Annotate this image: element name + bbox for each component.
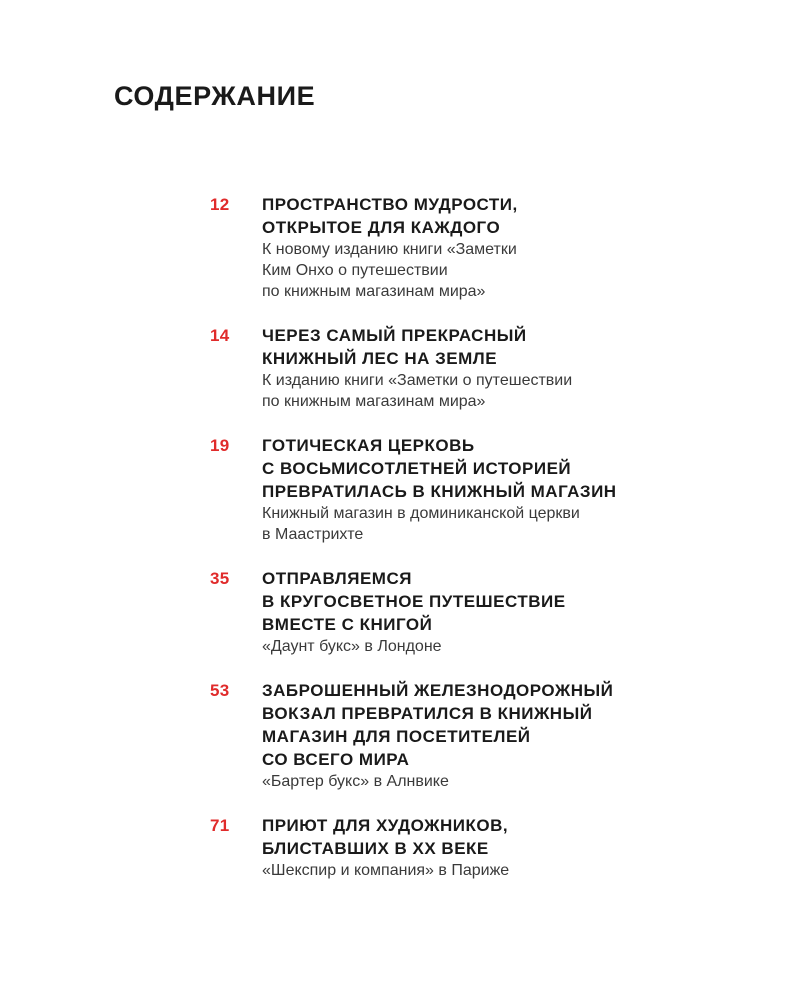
toc-entry-title-line: ПРОСТРАНСТВО МУДРОСТИ, [262,195,518,214]
toc-entry-title-line: ОТПРАВЛЯЕМСЯ [262,569,412,588]
toc-entry-title-line: ВМЕСТЕ С КНИГОЙ [262,615,433,634]
toc-entry-title-line: ВОКЗАЛ ПРЕВРАТИЛСЯ В КНИЖНЫЙ [262,704,593,723]
toc-entry-subtitle-line: К новому изданию книги «Заметки [262,241,517,258]
toc-entry-title-line: ПРЕВРАТИЛАСЬ В КНИЖНЫЙ МАГАЗИН [262,482,617,501]
toc-entry-body [262,193,680,302]
toc-page-number: 12 [210,195,230,214]
page-title: СОДЕРЖАНИЕ [114,81,316,111]
toc-entry-subtitle-line: по книжным магазинам мира» [262,393,486,410]
toc-entry-title-line: ПРИЮТ ДЛЯ ХУДОЖНИКОВ, [262,816,509,835]
toc-entry-title-line: ГОТИЧЕСКАЯ ЦЕРКОВЬ [262,436,475,455]
toc-entry-subtitle-line: по книжным магазинам мира» [262,283,486,300]
toc-entry-subtitle-line: «Даунт букс» в Лондоне [262,638,442,655]
toc-entry-title-line: КНИЖНЫЙ ЛЕС НА ЗЕМЛЕ [262,349,498,368]
toc-page-number: 35 [210,569,230,588]
toc-entry[interactable] [210,434,680,545]
toc-entry-subtitle-line: Книжный магазин в доминиканской церкви [262,505,580,522]
toc-entry-title-line: ЧЕРЕЗ САМЫЙ ПРЕКРАСНЫЙ [262,326,527,345]
toc-entry-body [262,679,680,792]
toc-entry-body [262,567,680,657]
toc-entry-subtitle-line: «Бартер букс» в Алнвике [262,773,449,790]
toc-entry-title-line: С ВОСЬМИСОТЛЕТНЕЙ ИСТОРИЕЙ [262,459,572,478]
toc-entry[interactable] [210,324,680,412]
toc-entry[interactable] [210,679,680,792]
toc-page-number: 14 [210,326,230,345]
toc-entry[interactable] [210,193,680,302]
toc-entry-subtitle-line: «Шекспир и компания» в Париже [262,862,510,879]
toc-entry-title-line: ОТКРЫТОЕ ДЛЯ КАЖДОГО [262,218,501,237]
toc-entry-subtitle-line: К изданию книги «Заметки о путешествии [262,372,573,389]
toc-entry-subtitle-line: Ким Онхо о путешествии [262,262,448,279]
toc-entry[interactable] [210,567,680,657]
toc-entry-title-line: МАГАЗИН ДЛЯ ПОСЕТИТЕЛЕЙ [262,727,531,746]
toc-entry-subtitle-line: в Маастрихте [262,526,364,543]
toc-entry-title-line: ЗАБРОШЕННЫЙ ЖЕЛЕЗНОДОРОЖНЫЙ [262,681,614,700]
toc-entry-body [262,434,680,545]
toc-entry-title-line: В КРУГОСВЕТНОЕ ПУТЕШЕСТВИЕ [262,592,566,611]
toc-page-number: 53 [210,681,230,700]
toc-entry-title-line: СО ВСЕГО МИРА [262,750,410,769]
table-of-contents [210,193,680,881]
toc-entry[interactable] [210,814,680,881]
toc-page-number: 19 [210,436,230,455]
toc-entry-body [262,324,680,412]
toc-entry-body [262,814,680,881]
toc-entry-title-line: БЛИСТАВШИХ В XX ВЕКЕ [262,839,489,858]
toc-page-number: 71 [210,816,230,835]
